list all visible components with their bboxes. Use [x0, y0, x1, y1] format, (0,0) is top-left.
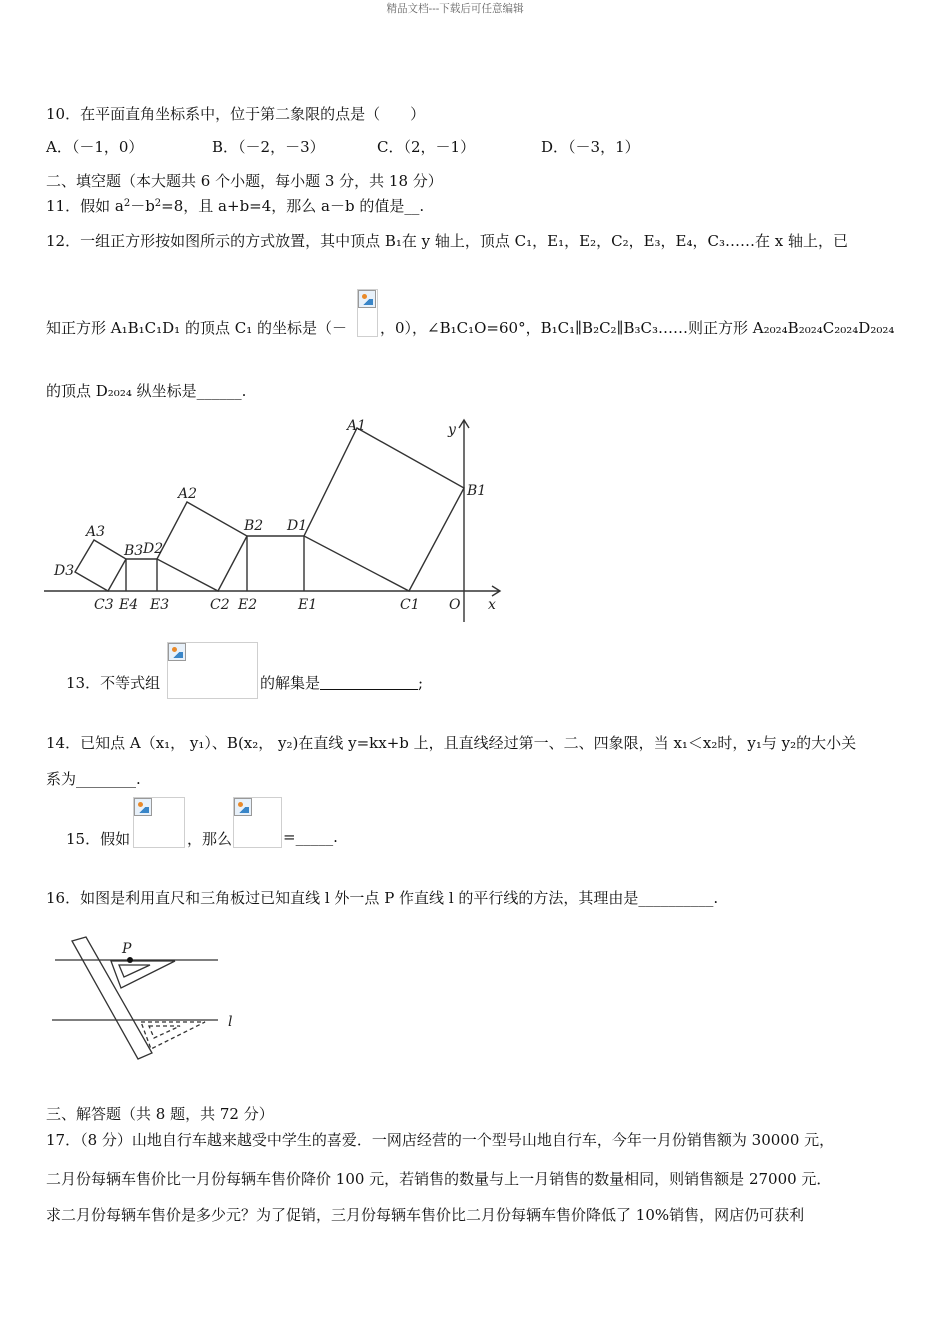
q13-pre: 13．不等式组	[66, 674, 161, 692]
label-a2: A2	[178, 486, 198, 502]
q12-line2-post: ，0），∠B₁C₁O=60°，B₁C₁∥B₂C₂∥B₃C₃……则正方形 A₂₀₂₄B₂₀₂₄C₂₀₂₄D₂₀₂₄	[380, 319, 895, 337]
figure-ruler-triangle	[50, 935, 250, 1075]
q14-line2: 系为________.	[46, 770, 141, 788]
label-a1: A1	[347, 418, 367, 434]
ruler	[72, 937, 152, 1059]
label-e3: E3	[150, 597, 170, 613]
q12-line1: 12．一组正方形按如图所示的方式放置，其中顶点 B₁在 y 轴上，顶点 C₁，E₁，E₂，C₂，E₃，E₄，C₃……在 x 轴上，已	[46, 232, 848, 250]
figure-squares	[44, 412, 506, 627]
q11-blank: __	[404, 197, 420, 215]
q11-pre: 11．假如 a	[46, 197, 124, 215]
broken-image-icon	[134, 798, 152, 816]
q10-stem: 10．在平面直角坐标系中，位于第二象限的点是（ ）	[46, 105, 426, 123]
page-header-watermark: 精品文档---下载后可任意编辑	[386, 2, 524, 15]
q15-condition-image	[133, 797, 185, 848]
q11-mid: －b	[130, 197, 155, 215]
label-l: l	[228, 1014, 233, 1030]
square-1	[304, 428, 464, 591]
label-c3: C3	[94, 597, 114, 613]
q13-answer-blank	[320, 675, 418, 690]
q13-post-text: 的解集是	[260, 674, 321, 692]
q10-option-c: C．（2，－1）	[377, 138, 476, 156]
label-x: x	[488, 597, 496, 613]
q13-end: ;	[418, 674, 424, 692]
q17-line3: 求二月份每辆车售价是多少元？为了促销，三月份每辆车售价比二月份每辆车售价降低了 10%销售，网店仍可获利	[46, 1206, 805, 1224]
q11-text	[46, 195, 424, 216]
q12-line2-pre: 知正方形 A₁B₁C₁D₁ 的顶点 C₁ 的坐标是（－	[46, 319, 347, 337]
broken-image-icon	[168, 643, 186, 661]
label-o: O	[449, 597, 461, 613]
broken-image-icon	[358, 290, 376, 308]
square-2	[157, 502, 247, 591]
q11-sq1: 2	[123, 198, 131, 209]
label-d1: D1	[287, 518, 308, 534]
label-d3: D3	[54, 563, 75, 579]
triangle-lower-inner-dashed	[149, 1026, 180, 1038]
q15-mid: ，那么	[187, 830, 233, 848]
q15-post: =_____.	[283, 828, 338, 846]
label-b2: B2	[244, 518, 264, 534]
q11-sq2: 2	[154, 198, 162, 209]
q11-post: =8，且 a+b=4，那么 a－b 的值是	[161, 197, 405, 215]
label-y: y	[448, 422, 456, 438]
label-b1: B1	[467, 483, 487, 499]
point-p	[127, 957, 133, 963]
q15-expression-image	[233, 797, 282, 848]
square-3	[75, 540, 126, 591]
section2-title: 二、填空题（本大题共 6 个小题，每小题 3 分，共 18 分）	[46, 172, 443, 190]
q12-formula-image	[357, 289, 378, 337]
label-a3: A3	[86, 524, 106, 540]
q13-post	[260, 672, 423, 693]
q13-inequality-image	[167, 642, 258, 699]
label-e1: E1	[298, 597, 318, 613]
label-e2: E2	[238, 597, 258, 613]
label-c1: C1	[400, 597, 420, 613]
q15-pre: 15．假如	[66, 830, 131, 848]
q10-option-a: A．（－1，0）	[46, 138, 144, 156]
q17-line1: 17．（8 分）山地自行车越来越受中学生的喜爱．一网店经营的一个型号山地自行车，今年一月份销售额为 30000 元，	[46, 1131, 835, 1149]
q16-text: 16．如图是利用直尺和三角板过已知直线 l 外一点 P 作直线 l 的平行线的方法，其理由是__________.	[46, 889, 719, 907]
q11-end: .	[419, 197, 425, 215]
label-d2: D2	[143, 541, 164, 557]
q12-line3: 的顶点 D₂₀₂₄ 纵坐标是______.	[46, 382, 247, 400]
q14-line1: 14．已知点 A（x₁， y₁）、B(x₂， y₂)在直线 y=kx+b 上，且直线经过第一、二、四象限，当 x₁＜x₂时，y₁与 y₂的大小关	[46, 734, 857, 752]
label-e4: E4	[119, 597, 139, 613]
q10-option-b: B．（－2，－3）	[212, 138, 325, 156]
broken-image-icon	[234, 798, 252, 816]
section3-title: 三、解答题（共 8 题，共 72 分）	[46, 1105, 274, 1123]
label-c2: C2	[210, 597, 230, 613]
q17-line2: 二月份每辆车售价比一月份每辆车售价降价 100 元，若销售的数量与上一月销售的数量相同，则销售额是 27000 元．	[46, 1170, 832, 1188]
q10-option-d: D．（－3，1）	[541, 138, 640, 156]
label-p: P	[122, 941, 132, 957]
label-b3: B3	[124, 543, 144, 559]
